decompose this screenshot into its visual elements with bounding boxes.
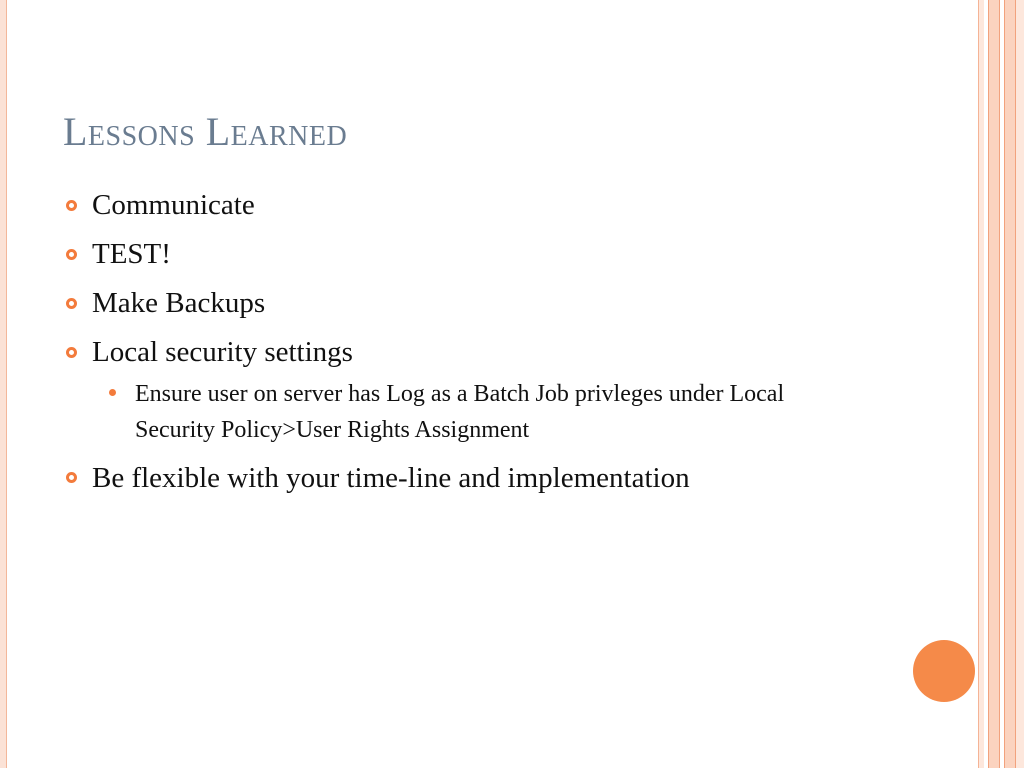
bullet-item <box>64 186 944 224</box>
right-border-edge <box>1016 0 1024 768</box>
ring-bullet-icon <box>66 200 77 211</box>
bullet-item <box>64 235 944 273</box>
bullet-item <box>64 284 944 322</box>
slide-title: Lessons Learned <box>63 109 348 154</box>
bullet-text: Make Backups <box>92 287 266 319</box>
ring-bullet-icon <box>66 249 77 260</box>
ring-bullet-icon <box>66 298 77 309</box>
bullet-text: Local security settings <box>92 336 353 368</box>
left-border-stripe <box>0 0 7 768</box>
bullet-text: Communicate <box>92 189 255 221</box>
bullet-text: TEST! <box>92 238 171 270</box>
ring-bullet-icon <box>66 472 77 483</box>
sub-bullet-text: Ensure user on server has Log as a Batch Job privleges under Local Security Policy>User Rights Assignment <box>135 381 785 443</box>
right-border-stripe <box>988 0 1000 768</box>
bullet-item <box>64 458 712 498</box>
sub-bullet-item <box>106 376 855 448</box>
ring-bullet-icon <box>66 347 77 358</box>
dot-bullet-icon <box>109 389 116 396</box>
bullet-item <box>64 333 944 371</box>
right-border-stripe <box>1004 0 1016 768</box>
bullet-list <box>64 186 944 509</box>
decorative-circle <box>913 640 975 702</box>
bullet-text: Be flexible with your time-line and implementation <box>92 462 690 494</box>
